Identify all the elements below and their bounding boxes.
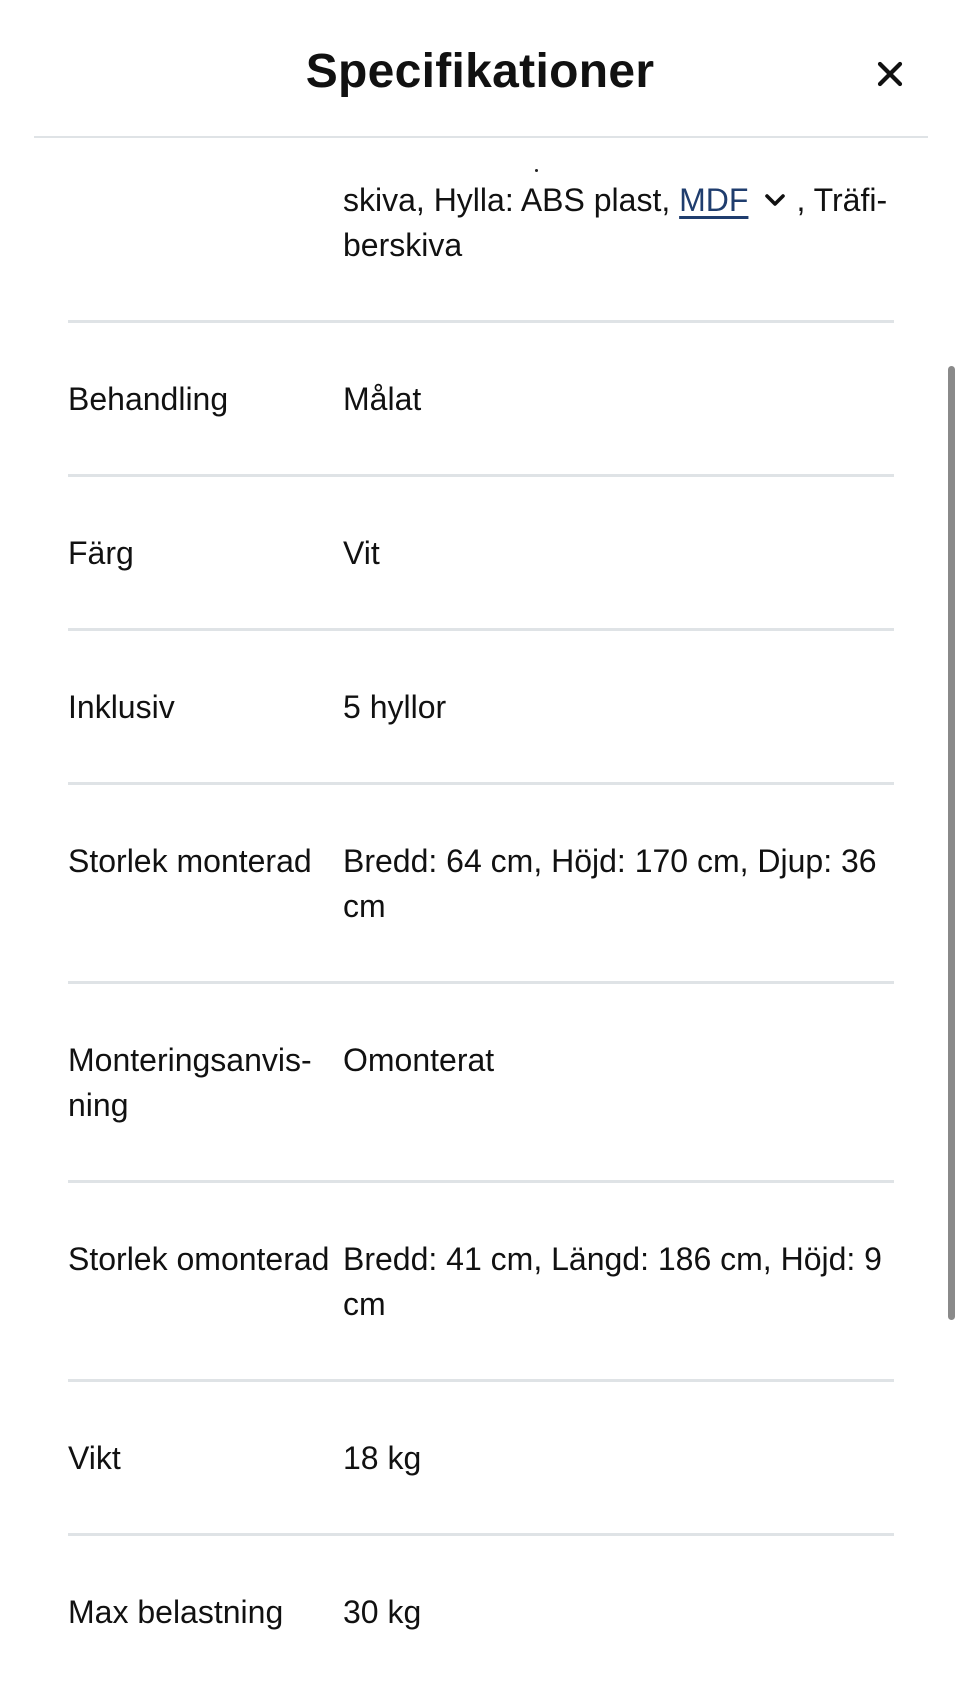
close-button[interactable]: [870, 54, 910, 94]
row-divider: [68, 981, 894, 984]
row-divider: [68, 474, 894, 477]
row-divider: [68, 1180, 894, 1183]
spec-value-vikt: 18 kg: [343, 1440, 422, 1476]
material-value-line2: berskiva: [343, 227, 463, 263]
row-divider: [68, 628, 894, 631]
material-value-line1: skiva, Hylla: ABS plast, MDF , Träfi-: [343, 182, 888, 218]
material-value: [343, 178, 913, 268]
spec-label-max-belastning: Max belastning: [68, 1594, 284, 1630]
close-icon: [870, 54, 910, 94]
row-divider: [68, 1379, 894, 1382]
mdf-link[interactable]: MDF: [679, 182, 749, 218]
modal-title: Specifikationer: [305, 45, 655, 98]
spec-label-storlek-monterad: Storlek monterad: [68, 843, 312, 879]
chevron-down-icon: [760, 185, 790, 215]
spec-label-monteringsanvisning: Monteringsanvis-ning: [68, 1042, 312, 1123]
spec-value-storlek-omonterad: Bredd: 41 cm, Längd: 186 cm, Höjd: 9 cm: [343, 1241, 882, 1322]
spec-value-storlek-monterad: Bredd: 64 cm, Höjd: 170 cm, Djup: 36 cm: [343, 843, 877, 924]
cut-off-text-fragment: [535, 169, 538, 172]
spec-label-behandling: Behandling: [68, 381, 229, 417]
spec-label-vikt: Vikt: [68, 1440, 121, 1476]
spec-value-monteringsanvisning: Omonterat: [343, 1042, 495, 1078]
row-divider: [68, 782, 894, 785]
spec-label-storlek-omonterad: Storlek omonterad: [68, 1241, 330, 1277]
row-divider: [68, 320, 894, 323]
header-divider: [34, 136, 928, 138]
spec-value-inklusiv: 5 hyllor: [343, 689, 447, 725]
scrollbar[interactable]: [948, 366, 955, 1320]
spec-value-farg: Vit: [343, 535, 380, 571]
spec-label-farg: Färg: [68, 535, 134, 571]
modal-header: [0, 0, 960, 140]
spec-label-inklusiv: Inklusiv: [68, 689, 175, 725]
spec-value-behandling: Målat: [343, 381, 422, 417]
mdf-expand-button[interactable]: [760, 185, 790, 215]
spec-value-max-belastning: 30 kg: [343, 1594, 422, 1630]
row-divider: [68, 1533, 894, 1536]
